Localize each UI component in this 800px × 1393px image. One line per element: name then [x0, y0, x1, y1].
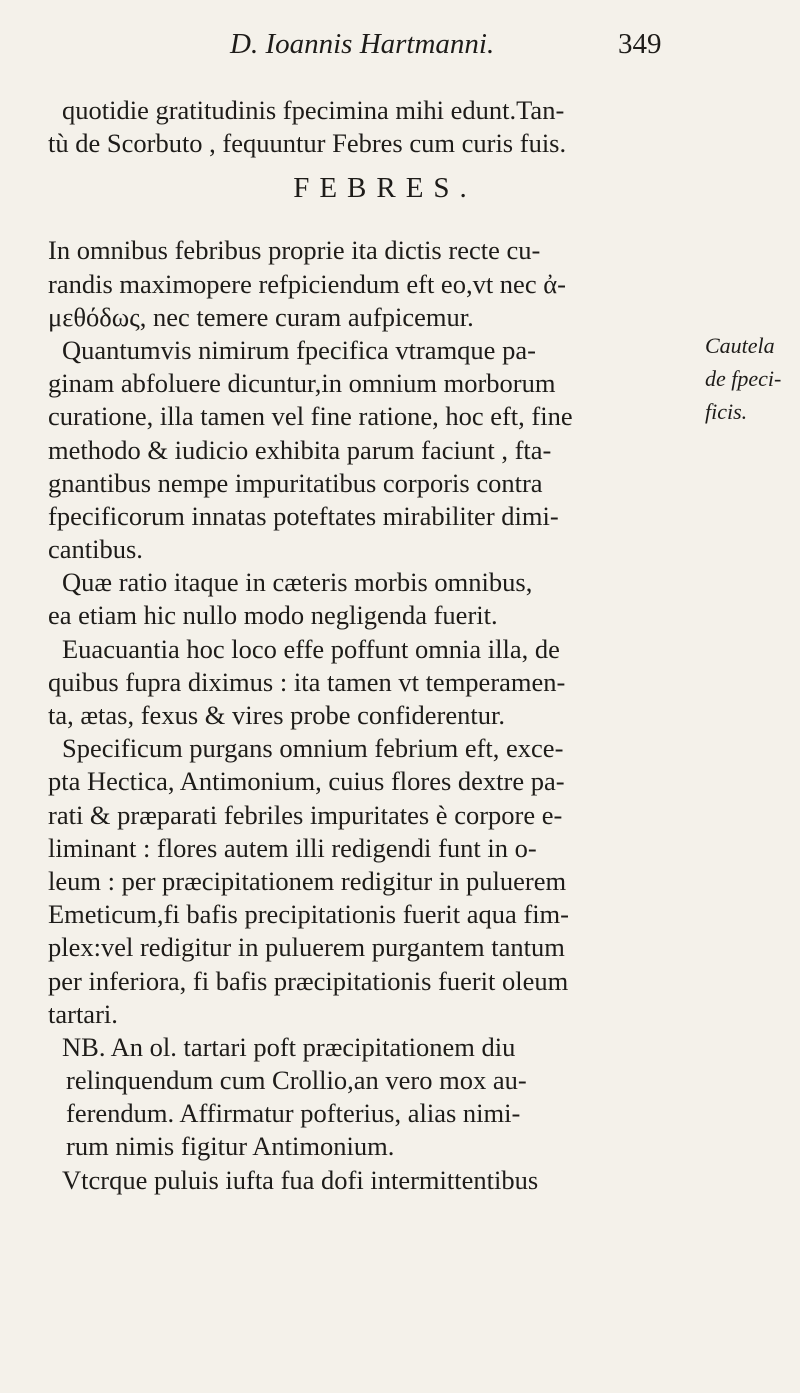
running-head: D. Ioannis Hartmanni.	[230, 28, 495, 60]
text-line: tù de Scorbuto , fequuntur Febres cum curis fuis.	[48, 128, 567, 159]
text-line: cantibus.	[48, 534, 143, 565]
text-line: Emeticum,fi bafis precipitationis fuerit aqua fim-	[48, 899, 569, 930]
text-line: per inferiora, fi bafis præcipitationis fuerit oleum	[48, 965, 569, 996]
text-line: leum : per præcipitationem redigitur in puluerem	[48, 865, 567, 896]
margin-note-line: de fpeci-	[705, 366, 782, 392]
text-line: Vtcrque puluis iufta fua dofi intermittentibus	[62, 1164, 539, 1195]
text-line: ginam abfoluere dicuntur,in omnium morborum	[48, 368, 556, 399]
heading-spacer	[48, 216, 698, 234]
text-line: ferendum. Affirmatur pofterius, alias nimi-	[66, 1098, 521, 1129]
text-line: rum nimis figitur Antimonium.	[66, 1131, 395, 1162]
text-line: Specificum purgans omnium febrium eft, exce-	[62, 733, 564, 764]
text-line: fpecificorum innatas poteftates mirabiliter dimi-	[48, 500, 559, 531]
text-line: quibus fupra diximus : ita tamen vt temperamen-	[48, 666, 566, 697]
text-line: Quæ ratio itaque in cæteris morbis omnibus,	[62, 567, 533, 598]
text-line: Quantumvis nimirum fpecifica vtramque pa-	[62, 334, 536, 365]
text-line: NB. An ol. tartari poft præcipitationem diu	[62, 1031, 516, 1062]
text-line: curatione, illa tamen vel fine ratione, hoc eft, fine	[48, 401, 573, 432]
text-line: μεθόδως, nec temere curam aufpicemur.	[48, 301, 474, 332]
text-line: rati & præparati febriles impuritates è corpore e-	[48, 799, 563, 830]
body-text	[48, 94, 698, 1197]
section-heading: FEBRES.	[293, 172, 477, 205]
page-number: 349	[618, 28, 662, 60]
text-line: relinquendum cum Crollio,an vero mox au-	[66, 1065, 527, 1096]
text-line: ta, ætas, fexus & vires probe confiderentur.	[48, 700, 505, 730]
margin-note-line: Cautela	[705, 333, 775, 358]
text-line: In omnibus febribus proprie ita dictis recte cu-	[48, 235, 541, 266]
margin-note	[705, 329, 781, 429]
text-line: methodo & iudicio exhibita parum faciunt , fta-	[48, 434, 552, 465]
text-line: quotidie gratitudinis fpecimina mihi edunt.Tan-	[62, 95, 565, 125]
text-line: randis maximopere refpiciendum eft eo,vt nec ἀ-	[48, 268, 566, 299]
text-line: tartari.	[48, 998, 118, 1029]
text-line: plex:vel redigitur in puluerem purgantem tantum	[48, 932, 565, 963]
text-line: gnantibus nempe impuritatibus corporis contra	[48, 467, 543, 498]
text-line: Euacuantia hoc loco effe poffunt omnia illa, de	[62, 633, 560, 664]
text-line: liminant : flores autem illi redigendi funt in o-	[48, 832, 537, 863]
text-line: ea etiam hic nullo modo negligenda fuerit.	[48, 600, 498, 631]
text-line: pta Hectica, Antimonium, cuius flores dextre pa-	[48, 766, 565, 797]
margin-note-line: ficis.	[705, 399, 748, 425]
